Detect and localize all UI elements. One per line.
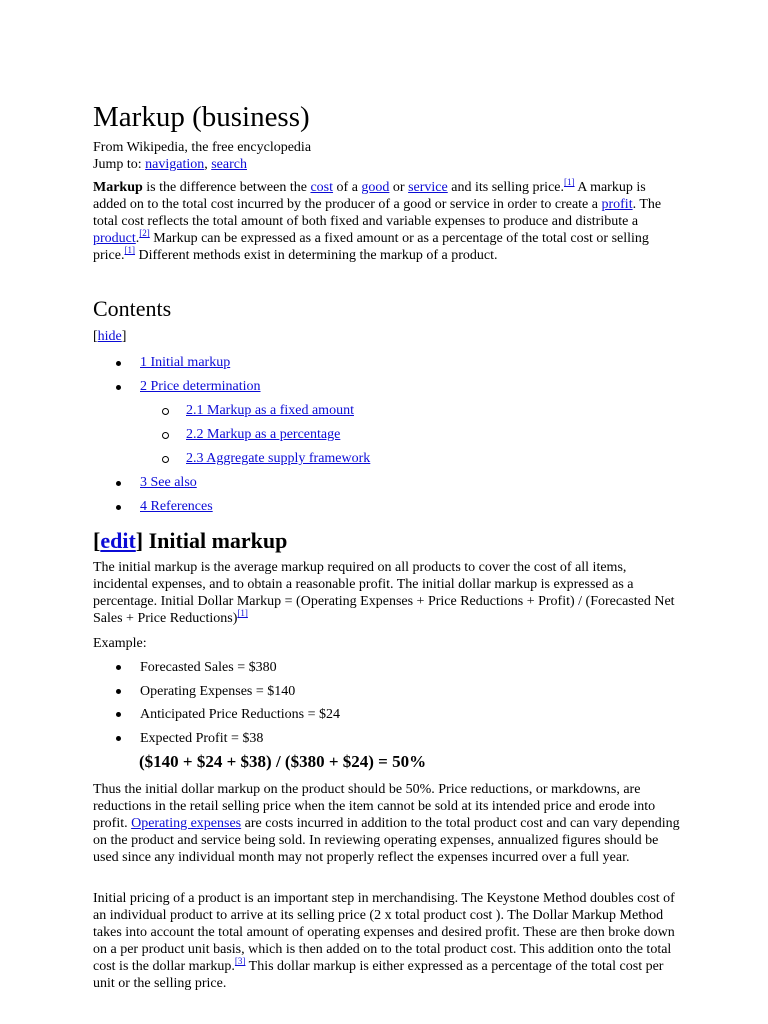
link-good[interactable]: good [361,180,390,195]
toc-subitem [93,447,675,471]
link-product[interactable]: product [93,231,136,246]
section-title: Initial markup [143,528,288,553]
toc-link-price-determination[interactable]: 2 Price determination [140,379,261,394]
intro-text: . [135,231,140,246]
intro-bold-term: Markup [93,180,143,195]
hide-toggle-link[interactable]: hide [97,329,122,344]
toc-link-aggregate-supply[interactable]: 2.3 Aggregate supply framework [186,451,371,466]
toc-subitem [93,399,675,423]
bracket: ] [121,329,127,344]
reference-link[interactable]: [1] [564,177,575,187]
initial-markup-paragraph [93,559,683,627]
markdowns-paragraph [93,781,683,866]
markup-formula: ($140 + $24 + $38) / ($380 + $24) = 50% [139,752,427,771]
pricing-paragraph [93,890,683,992]
paragraph-text: This dollar markup is either expressed as a percentage of the total cost per unit or the selling price. [93,959,664,991]
toc-item [93,351,675,375]
example-item: Anticipated Price Reductions = $24 [93,703,675,727]
toc-link-see-also[interactable]: 3 See also [140,475,197,490]
reference-link[interactable]: [1] [237,608,248,618]
intro-text: A markup is added on to the total cost incurred by the producer of a good or service in order to create a [93,180,646,212]
jump-label: Jump to: [93,157,142,172]
example-item: Operating Expenses = $140 [93,680,675,704]
article-meta [93,139,311,173]
toc-link-initial-markup[interactable]: 1 Initial markup [140,355,231,370]
intro-text: and its selling price. [447,180,565,195]
toc-item [93,375,675,399]
toc-item [93,471,675,495]
contents-heading: Contents [93,296,172,321]
intro-text: Different methods exist in determining the markup of a product. [134,248,498,263]
example-list [93,656,675,750]
paragraph-text: The initial markup is the average markup required on all products to cover the cost of all items, incidental expenses, and to obtain a reasonable profit. The initial dollar markup is expressed as a percentage. Initial Dollar Markup = (Operating Expenses + Price Reductions + Profit) / (Forecasted Net Sales + Price Reductions) [93,560,675,626]
toc-link-fixed-amount[interactable]: 2.1 Markup as a fixed amount [186,403,354,418]
toc-subitem [93,423,675,447]
intro-paragraph [93,179,675,264]
edit-section-link[interactable]: edit [100,528,136,553]
bracket: [ [93,528,101,553]
link-profit[interactable]: profit [601,197,633,212]
contents-toggle [93,328,126,345]
intro-text: Markup can be expressed as a fixed amount or as a percentage of the total cost or selling price. [93,231,649,263]
table-of-contents [93,351,675,519]
jump-navigation-link[interactable]: navigation [145,157,205,172]
intro-text: . The total cost reflects the total amount of both fixed and variable expenses to produce and distribute a [93,197,662,229]
paragraph-text: Thus the initial dollar markup on the product should be 50%. Price reductions, or markdowns, are reductions in the retail selling price when the item cannot be sold at its intended price and erode into profit. [93,782,656,831]
reference-link[interactable]: [3] [234,956,246,966]
reference-link[interactable]: [1] [124,245,135,255]
link-cost[interactable]: cost [310,180,334,195]
bracket: ] [135,528,144,553]
toc-item [93,495,675,519]
example-label: Example: [93,636,147,651]
bracket: [ [93,329,98,344]
example-item: Expected Profit = $38 [93,727,675,751]
page-title: Markup (business) [93,101,310,133]
toc-link-references[interactable]: 4 References [140,499,213,514]
intro-text: or [389,180,409,195]
link-operating-expenses[interactable]: Operating expenses [131,816,242,831]
intro-text: of a [333,180,362,195]
toc-link-percentage[interactable]: 2.2 Markup as a percentage [186,427,341,442]
example-item: Forecasted Sales = $380 [93,656,675,680]
jump-separator: , [204,157,208,172]
site-sub: From Wikipedia, the free encyclopedia [93,140,312,155]
jump-links [93,156,311,173]
link-service[interactable]: service [408,180,448,195]
section-heading-initial-markup [93,528,287,554]
jump-search-link[interactable]: search [211,157,247,172]
reference-link[interactable]: [2] [139,228,150,238]
intro-text: is the difference between the [142,180,311,195]
paragraph-text: Initial pricing of a product is an important step in merchandising. The Keystone Method doubles cost of an individual product to arrive at its selling price (2 x total product cost ). The Dollar Markup Method takes into account the total amount of operating expenses and desired profit. These are then broke down on a per product unit basis, which is then added on to the total product cost. This addition onto the total cost is the dollar markup. [93,891,675,974]
paragraph-text: are costs incurred in addition to the total product cost and can vary depending on the product and service being sold. In reviewing operating expenses, annualized figures should be used since any individual month may not properly reflect the expenses incurred over a full year. [93,816,680,865]
